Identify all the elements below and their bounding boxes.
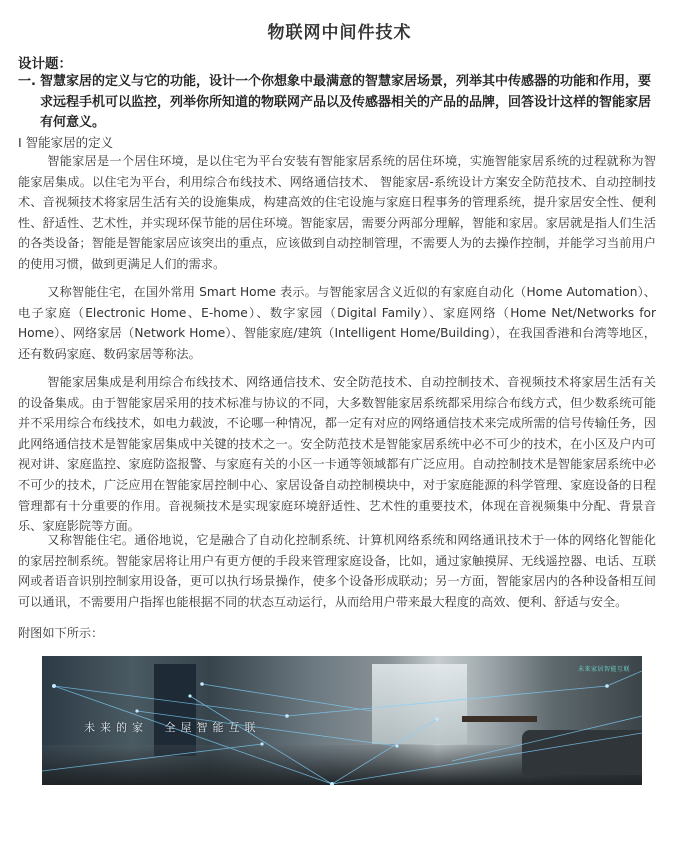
- design-question: [18, 72, 663, 134]
- question-number: 一.: [18, 74, 36, 89]
- paragraph-smart-residence: 又称智能住宅。通俗地说，它是融合了自动化控制系统、计算机网络系统和网络通讯技术于一体的网络化智能化的家居控制系统。智能家居将让用户有更方便的手段来管理家庭设备，比如，通过家触摸屏、无线遥控器、电话、互联网或者语音识别控制家用设备，更可以执行场景操作，使多个设备形成联动；另一方面，智能家居内的各种设备相互间可以通讯，不需要用户指挥也能根据不同的状态互动运行，从而给用户带来最大程度的高效、便利、舒适与安全。: [18, 533, 656, 609]
- illustration-brand-logo: 未来家居智能互联: [577, 666, 630, 673]
- illustration-slogan: 未来的家 全屋智能互联: [84, 721, 261, 734]
- section-heading: Ⅰ 智能家居的定义: [18, 135, 114, 150]
- question-text: 智慧家居的定义与它的功能，设计一个你想象中最满意的智慧家居场景，列举其中传感器的功能和作用，要求远程手机可以监控，列举你所知道的物联网产品以及传感器相关的产品的品牌，回答设计这样的智能家居有何意义。: [40, 74, 652, 130]
- document-title: 物联网中间件技术: [267, 23, 412, 43]
- figure-caption: 附图如下所示：: [18, 626, 104, 640]
- paragraph-aliases: 又称智能住宅，在国外常用 Smart Home 表示。与智能家居含义近似的有家庭自动化（Home Automation）、电子家庭（Electronic Home、E-home）、数字家园（Digital Family）、家庭网络（Home Net/Networks for Home）、网络家居（Network Home）、智能家庭/建筑（Intelligent Home/Building），在我国香港和台湾等地区，还有数码家庭、数码家居等称法。: [18, 285, 656, 361]
- smart-home-illustration: [42, 656, 642, 785]
- design-question-label: 设计题：: [18, 56, 72, 72]
- paragraph-integration: 智能家居集成是利用综合布线技术、网络通信技术、安全防范技术、自动控制技术、音视频技术将家居生活有关的设备集成。由于智能家居采用的技术标准与协议的不同，大多数智能家居系统都采用综合布线方式，但少数系统可能并不采用综合布线技术，如电力载波，不论哪一种情况，都一定有对应的网络通信技术来完成所需的信号传输任务，因此网络通信技术是智能家居集成中关键的技术之一。安全防范技术是智能家居系统中必不可少的技术，在小区及户内可视对讲、家庭监控、家庭防盗报警、与家庭有关的小区一卡通等领域都有广泛应用。自动控制技术是智能家居系统中必不可少的技术，广泛应用在智能家居控制中心、家居设备自动控制模块中，对于家庭能源的科学管理、家庭设备的日程管理都有十分重要的作用。音视频技术是实现家庭环境舒适性、艺术性的重要技术，体现在音视频集中分配、背景音乐、家庭影院等方面。: [18, 375, 656, 534]
- paragraph-definition: 智能家居是一个居住环境，是以住宅为平台安装有智能家居系统的居住环境，实施智能家居系统的过程就称为智能家居集成。以住宅为平台，利用综合布线技术、网络通信技术、 智能家居-系统设计方案安全防范技术、自动控制技术、音视频技术将家居生活有关的设施集成，构建高效的住宅设施与家庭日程事务的管理系统，提升家居安全性、便利性、舒适性、艺术性，并实现环保节能的居住环境。智能家居，需要分两部分理解，智能和家居。家居就是指人们生活的各类设备；智能是智能家居应该突出的重点，应该做到自动控制管理，不需要人为的去操作控制，并能学习当前用户的使用习惯，做到更满足人们的需求。: [18, 154, 656, 271]
